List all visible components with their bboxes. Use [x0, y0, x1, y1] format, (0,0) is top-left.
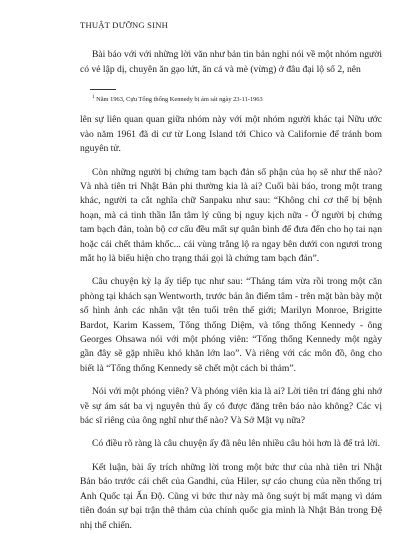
- footnote: [92, 93, 382, 104]
- paragraph-7: Kết luận, bài ấy trích những lời trong một bức thư của nhà tiên tri Nhật Bản báo trước cái chết của Gandhi, của Hiler, sự cáo chung của nền thống trị Anh Quốc tại Ấn Độ. Cũng vì bức thư này mà ông suýt bị mất mạng vì dám tiên đoán sự bại trận thê thảm của chính quốc gia mình là Nhật Bản trong Đệ nhị thế chiến.: [80, 461, 382, 531]
- document-page: [80, 18, 382, 542]
- paragraph-1: Bài báo với với những lời văn như bản tin bản nghi nói về một nhóm người có vẻ lập dị, chuyên ăn gạo lứt, ăn cá và mè (vừng) ở đâu đại lộ số 2, nên: [80, 49, 382, 75]
- paragraph-6: Có điều rõ ràng là câu chuyện ấy đã nêu lên nhiều câu hỏi hơn là để trả lời.: [92, 438, 380, 450]
- footnote-marker: 1: [92, 95, 95, 101]
- paragraph-4: Câu chuyện kỳ lạ ấy tiếp tục như sau: “Tháng tám vừa rồi trong một căn phòng tại khách sạn Wentworth, trước bản ân điểm tâm - trên mặt bàn bày một số hình ảnh các nhân vật tên tuổi trên thế giới; Marilyn Monroe, Brigitte Bardot, Karim Kassem, Tổng thống Diệm, và tổng thống Kennedy - ông Georges Ohsawa nói với một phóng viên: “Tổng thống Kennedy một ngày gần đây sẽ gặp nhiều khó khăn lớn lao”. Và riêng với các môn đồ, ông cho biết là “Tổng thống Kennedy sẽ chết một cách bi thảm”.: [80, 276, 382, 374]
- paragraph-5: Nói với một phóng viên? Và phóng viên kia là ai? Lời tiên tri đáng ghi nhớ về sự ám sát ba vị nguyên thủ ấy có được đăng trên báo nào không? Các vị bác sĩ riêng của ông nghĩ như thế nào? Và Sở Mật vụ nữa?: [80, 386, 382, 427]
- running-header: THUẬT DƯỠNG SINH: [80, 20, 169, 30]
- paragraph-2: lên sự liên quan quan giữa nhóm này với một nhóm người khác tại Nữu ước vào năm 1961 đã di cư từ Long Island tới Chico và Californie để tránh bom nguyên tử.: [80, 114, 382, 155]
- footnote-divider: [90, 89, 116, 90]
- paragraph-3: Còn những người bị chứng tam bạch đản số phận của họ sẽ như thế nào? Và nhà tiên tri Nhật Bản phi thường kia là ai? Cuối bài báo, trong một trang khác, người ta cắt nghĩa chữ Sanpaku như sau: “Không chỉ cơ thể bị bệnh hoạn, mà cả tinh thần lẫn tâm lý cũng bị nguy kịch nữa - Ở người bị chứng tam bạch đản, toàn bộ cơ cấu đều mất sự quân bình để đưa đến cho họ tai nạn hoặc cái chết thảm khốc... cái vùng trắng lộ ra ngay bên dưới con ngươi trong mắt họ là biểu hiện cho trạng thái gọi là chứng tam bạch đản”.: [80, 166, 382, 264]
- footnote-text: Năm 1963, Cựu Tổng thống Kennedy bị ám sát ngày 23-11-1963: [96, 96, 263, 104]
